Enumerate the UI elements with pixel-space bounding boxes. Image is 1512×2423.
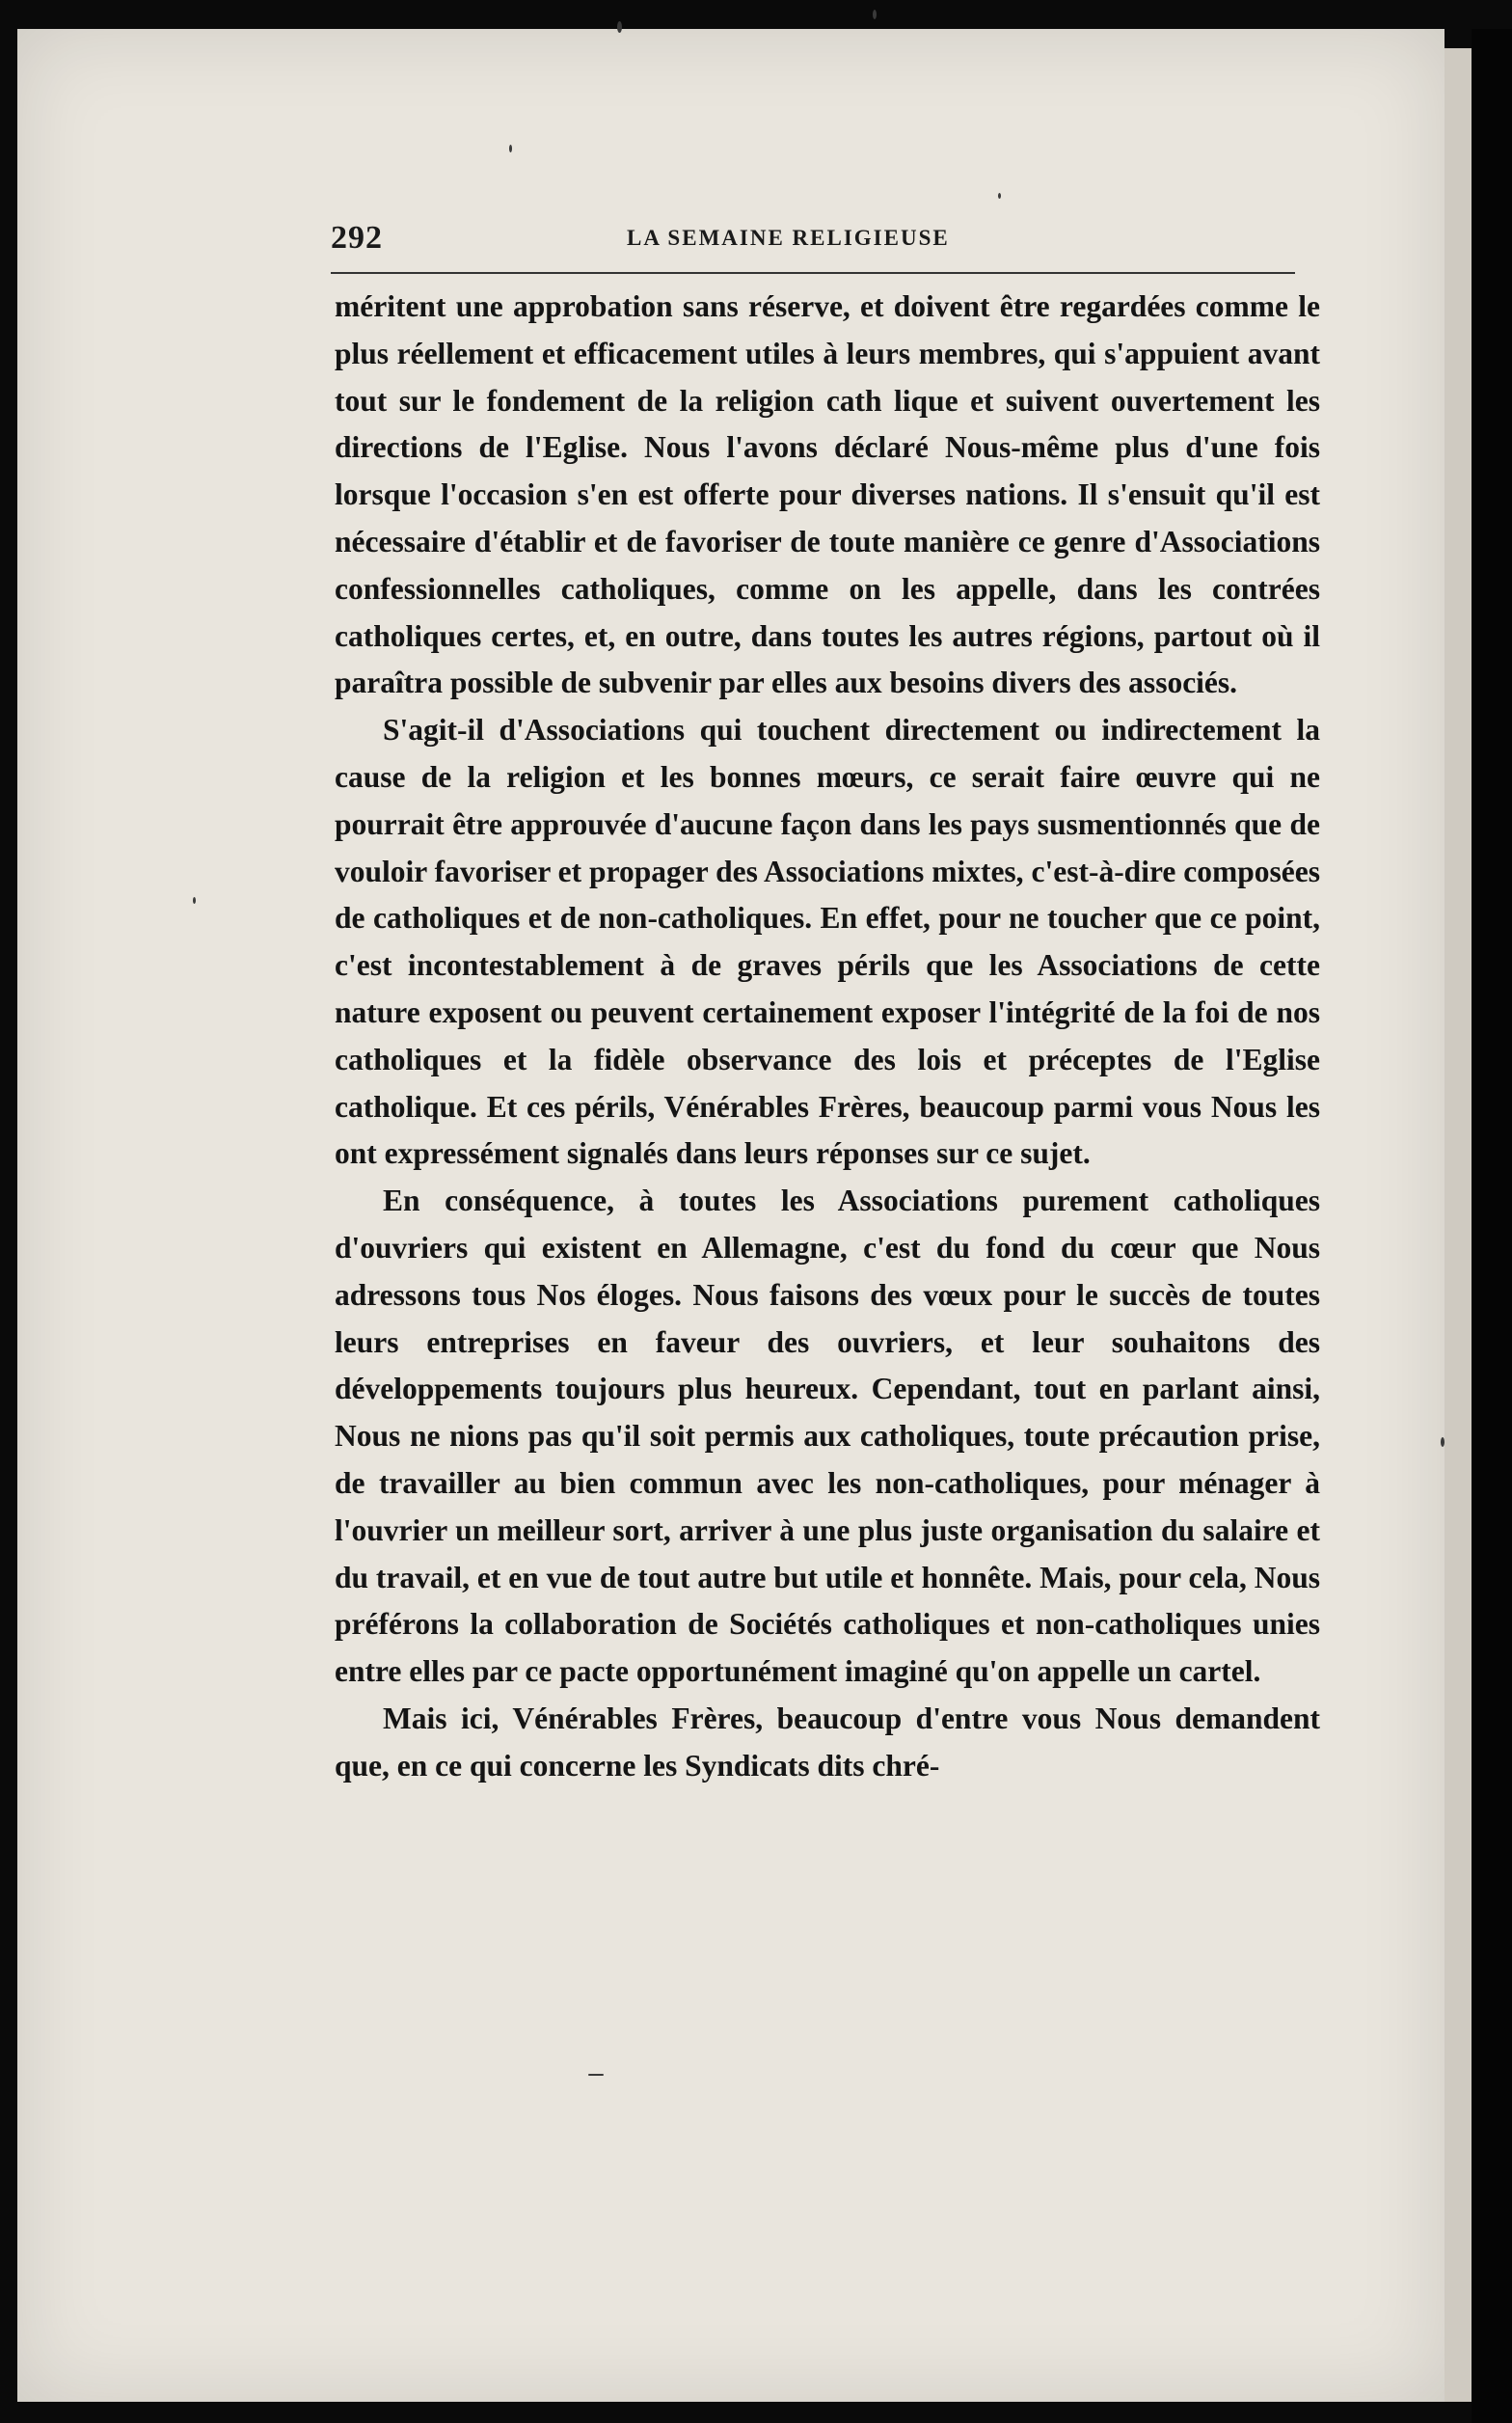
dust-speck <box>873 10 877 19</box>
dust-speck <box>617 21 622 33</box>
paragraph-2: S'agit-il d'Associations qui touchent directement ou indirectement la cause de la religion et les bonnes mœurs, ce serait faire œuvre qui ne pourrait être approuvée d'aucune façon dans les pays susmentionnés que de vouloir favoriser et propager des Associations mixtes, c'est-à-dire composées de catholiques et de non-catholiques. En effet, pour ne toucher que ce point, c'est incontestablement à de graves périls que les Associations de cette nature exposent ou peuvent certainement exposer l'intégrité de la foi de nos catholiques et la fidèle observance des lois et préceptes de l'Eglise catholique. Et ces périls, Vénérables Frères, beaucoup parmi vous Nous les ont expressément signalés dans leurs réponses sur ce sujet. <box>335 713 1320 1171</box>
paragraph-4: Mais ici, Vénérables Frères, beaucoup d'entre vous Nous demandent que, en ce qui concerne les Syndicats dits chré- <box>335 1701 1320 1783</box>
paragraph-1: méritent une approbation sans réserve, et doivent être regardées comme le plus réellement et efficacement utiles à leurs membres, qui s'appuient avant tout sur le fondement de la religion cath lique et suivent ouvertement les directions de l'Eglise. Nous l'avons déclaré Nous-même plus d'une fois lorsque l'occasion s'en est offerte pour diverses nations. Il s'ensuit qu'il est nécessaire d'établir et de favoriser de toute manière ce genre d'Associations confessionnelles catholiques, comme on les appelle, dans les contrées catholiques certes, et, en outre, dans toutes les autres régions, partout où il paraîtra possible de subvenir par elles aux besoins divers des associés. <box>335 289 1320 700</box>
running-title: LA SEMAINE RELIGIEUSE <box>627 226 950 250</box>
dust-speck <box>193 897 196 904</box>
header-rule <box>331 272 1295 274</box>
scan-border <box>1472 29 1512 2423</box>
dust-speck <box>998 193 1001 199</box>
dust-speck <box>588 2074 604 2076</box>
dust-speck <box>509 145 512 152</box>
dust-speck <box>1441 1437 1444 1447</box>
paragraph-3: En conséquence, à toutes les Associations purement catholiques d'ouvriers qui existent en Allemagne, c'est du fond du cœur que Nous adressons tous Nos éloges. Nous faisons des vœux pour le succès de toutes leurs entreprises en faveur des ouvriers, et leur souhaitons des développements toujours plus heureux. Cependant, tout en parlant ainsi, Nous ne nions pas qu'il soit permis aux catholiques, toute précaution prise, de travailler au bien commun avec les non-catholiques, pour ménager à l'ouvrier un meilleur sort, arriver à une plus juste organisation du salaire et du travail, et en vue de tout autre but utile et honnête. Mais, pour cela, Nous préférons la collaboration de Sociétés catholiques et non-catholiques unies entre elles par ce pacte opportunément imaginé qu'on appelle un cartel. <box>335 1184 1320 1689</box>
page-edge <box>1444 48 1472 2402</box>
page-header <box>331 214 1295 268</box>
body-text <box>335 284 1320 1981</box>
page-number: 292 <box>331 220 383 256</box>
